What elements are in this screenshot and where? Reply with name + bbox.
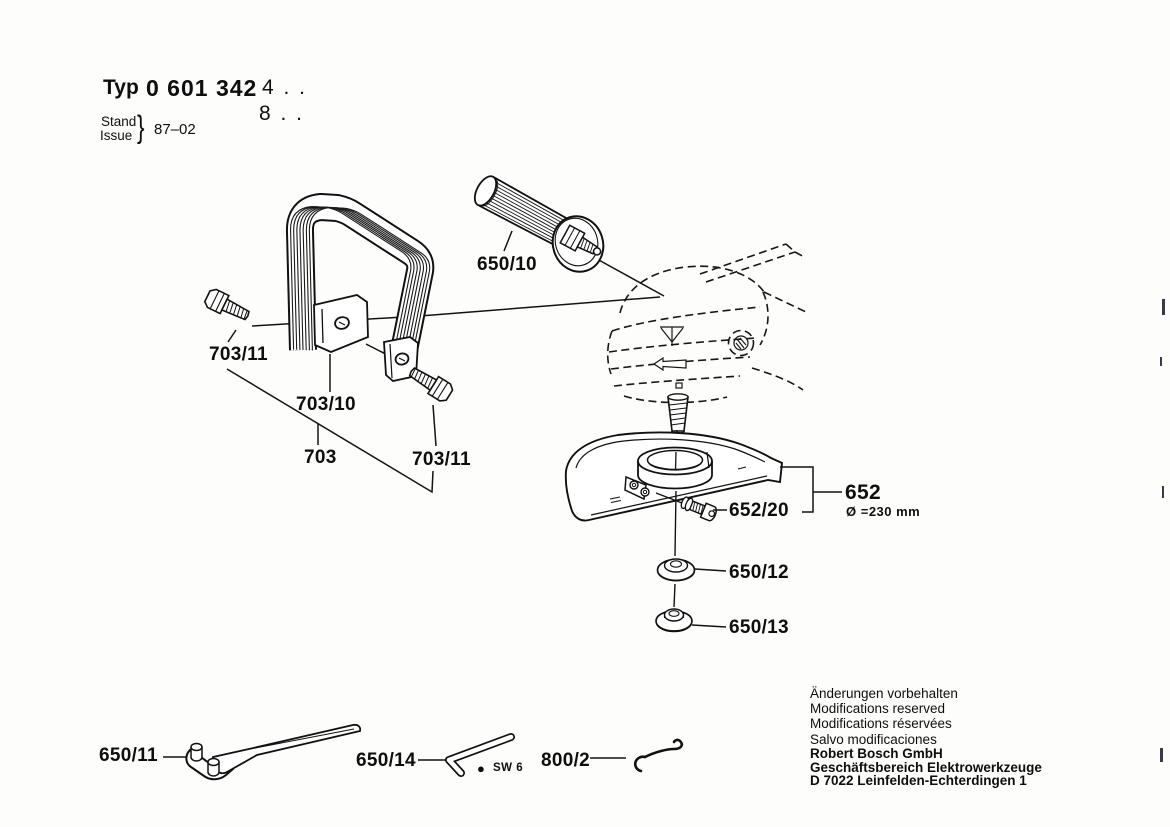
label-clamping-nut: 650/13 (729, 617, 789, 638)
label-pin-wrench: 650/11 (99, 745, 158, 766)
brace-glyph: } (137, 110, 145, 145)
screw-left-drawing (203, 287, 252, 325)
registration-mark (1160, 748, 1163, 762)
label-guard: 652 (845, 481, 881, 504)
gear-head-drawing (608, 244, 806, 434)
label-bow-screw-right: 703/11 (412, 449, 471, 470)
backing-flange-drawing (658, 559, 695, 581)
hex-size-dot-icon: ● (477, 761, 486, 776)
type-label: Typ (103, 76, 139, 99)
wire-hook-drawing (635, 740, 682, 771)
registration-mark (1162, 299, 1165, 315)
label-bow-screw-left: 703/11 (209, 344, 268, 365)
notice-fr: Modifications réservées (810, 716, 952, 732)
notice-de: Änderungen vorbehalten (810, 686, 958, 701)
clamping-nut-drawing (656, 609, 692, 632)
label-hex-key-size: SW 6 (493, 762, 524, 774)
registration-mark (1160, 357, 1162, 366)
guard-screw-drawing (679, 495, 718, 522)
pin-wrench-drawing (186, 725, 360, 779)
clamp-piece-drawing (314, 295, 368, 352)
company-division: Geschäftsbereich Elektrowerkzeuge (810, 759, 1042, 775)
label-aux-handle: 650/10 (477, 254, 537, 275)
leader-lines (163, 231, 842, 760)
label-bow-handle: 703 (304, 447, 337, 468)
bow-handle-drawing (203, 207, 455, 404)
registration-mark (1162, 486, 1164, 498)
issue-label: Issue (100, 128, 133, 143)
company-name: Robert Bosch GmbH (810, 745, 943, 761)
label-wire-hook: 800/2 (541, 750, 591, 771)
type-number: 0 601 342 (146, 75, 258, 101)
centerline-segment (674, 584, 675, 607)
label-guard-diameter: Ø =230 mm (846, 504, 921, 519)
type-suffix-2: 8 . . (259, 102, 305, 125)
type-suffix-1: 4 . . (262, 76, 308, 99)
label-backing-flange: 650/12 (729, 562, 789, 583)
notice-en: Modifications reserved (810, 701, 946, 717)
footer-block (810, 686, 1160, 788)
company-address: D 7022 Leinfelden-Echterdingen 1 (810, 773, 1027, 789)
label-guard-screw: 652/20 (729, 500, 789, 521)
notice-es: Salvo modificaciones (810, 731, 937, 747)
issue-date: 87–02 (154, 121, 196, 138)
label-bow-clamp: 703/10 (296, 394, 356, 415)
spindle-drawing (668, 394, 688, 434)
centerline-segment (675, 491, 676, 556)
label-hex-key: 650/14 (356, 750, 416, 771)
screw-right-drawing (406, 363, 455, 404)
stand-label: Stand (101, 114, 137, 129)
